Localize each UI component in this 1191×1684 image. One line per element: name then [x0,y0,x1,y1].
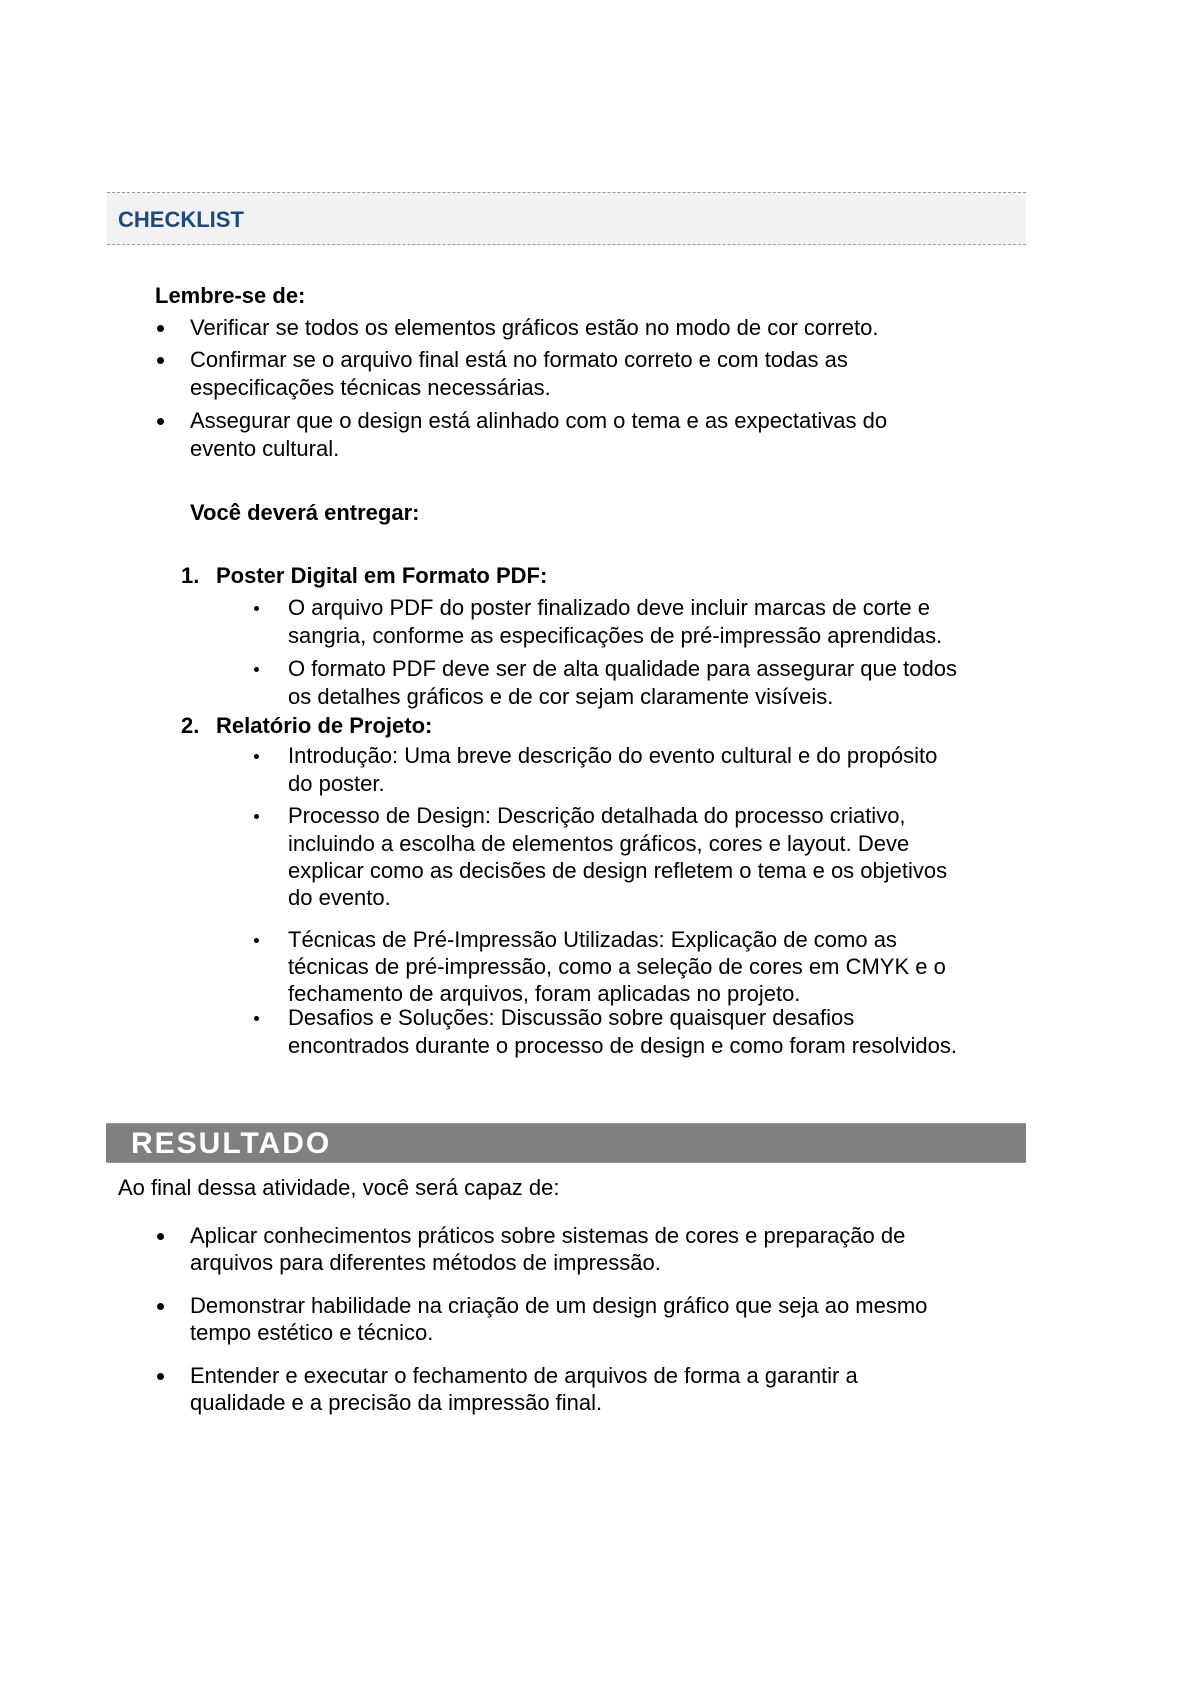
bullet-icon [254,667,259,672]
bullet-icon [254,754,259,759]
deliverable-number: 1. [181,563,200,588]
bullet-icon [254,606,259,611]
bullet-icon [254,938,259,943]
list-item-text: Técnicas de Pré-Impressão Utilizadas: Explicação de como as [288,927,897,952]
deliverable-title: Poster Digital em Formato PDF: [216,563,548,588]
list-item-text: arquivos para diferentes métodos de impressão. [190,1250,661,1275]
resultado-title: RESULTADO [131,1127,332,1160]
list-item-text: do evento. [288,885,391,910]
list-item-text: sangria, conforme as especificações de pré-impressão aprendidas. [288,623,943,648]
checklist-title: CHECKLIST [118,207,244,232]
list-item-text: Verificar se todos os elementos gráficos estão no modo de cor correto. [190,315,879,340]
remember-heading: Lembre-se de: [155,283,306,308]
list-item-text: Assegurar que o design está alinhado com o tema e as expectativas do [190,408,888,433]
list-item-text: encontrados durante o processo de design e como foram resolvidos. [288,1033,957,1058]
bullet-icon [254,814,259,819]
bullet-icon [157,1373,164,1380]
deliverable-title: Relatório de Projeto: [216,713,433,738]
list-item-text: fechamento de arquivos, foram aplicadas no projeto. [288,981,801,1006]
list-item-text: Processo de Design: Descrição detalhada do processo criativo, [288,803,906,828]
list-item-text: incluindo a escolha de elementos gráficos, cores e layout. Deve [288,831,910,856]
checklist-header [107,192,1026,245]
list-item-text: explicar como as decisões de design refletem o tema e os objetivos [288,858,948,883]
bullet-icon [254,1016,259,1021]
list-item-text: os detalhes gráficos e de cor sejam claramente visíveis. [288,684,834,709]
deliverable-number: 2. [181,713,200,738]
list-item-text: Desafios e Soluções: Discussão sobre quaisquer desafios [288,1005,855,1030]
list-item-text: Demonstrar habilidade na criação de um design gráfico que seja ao mesmo [190,1293,928,1318]
list-item-text: O arquivo PDF do poster finalizado deve incluir marcas de corte e [288,595,930,620]
list-item-text: O formato PDF deve ser de alta qualidade para assegurar que todos [288,656,957,681]
bullet-icon [157,418,164,425]
bullet-icon [157,325,164,332]
list-item-text: qualidade e a precisão da impressão final. [190,1390,603,1415]
list-item-text: Aplicar conhecimentos práticos sobre sistemas de cores e preparação de [190,1223,906,1248]
list-item-text: tempo estético e técnico. [190,1320,434,1345]
list-item-text: técnicas de pré-impressão, como a seleção de cores em CMYK e o [288,954,946,979]
list-item-text: Introdução: Uma breve descrição do evento cultural e do propósito [288,743,938,768]
list-item-text: especificações técnicas necessárias. [190,375,551,400]
resultado-header [106,1123,1026,1163]
deliver-heading: Você deverá entregar: [190,500,420,525]
list-item-text: Entender e executar o fechamento de arquivos de forma a garantir a [190,1363,858,1388]
bullet-icon [157,357,164,364]
resultado-intro: Ao final dessa atividade, você será capaz de: [118,1175,560,1200]
bullet-icon [157,1233,164,1240]
bullet-icon [157,1303,164,1310]
list-item-text: do poster. [288,771,385,796]
list-item-text: evento cultural. [190,436,340,461]
list-item-text: Confirmar se o arquivo final está no formato correto e com todas as [190,347,848,372]
